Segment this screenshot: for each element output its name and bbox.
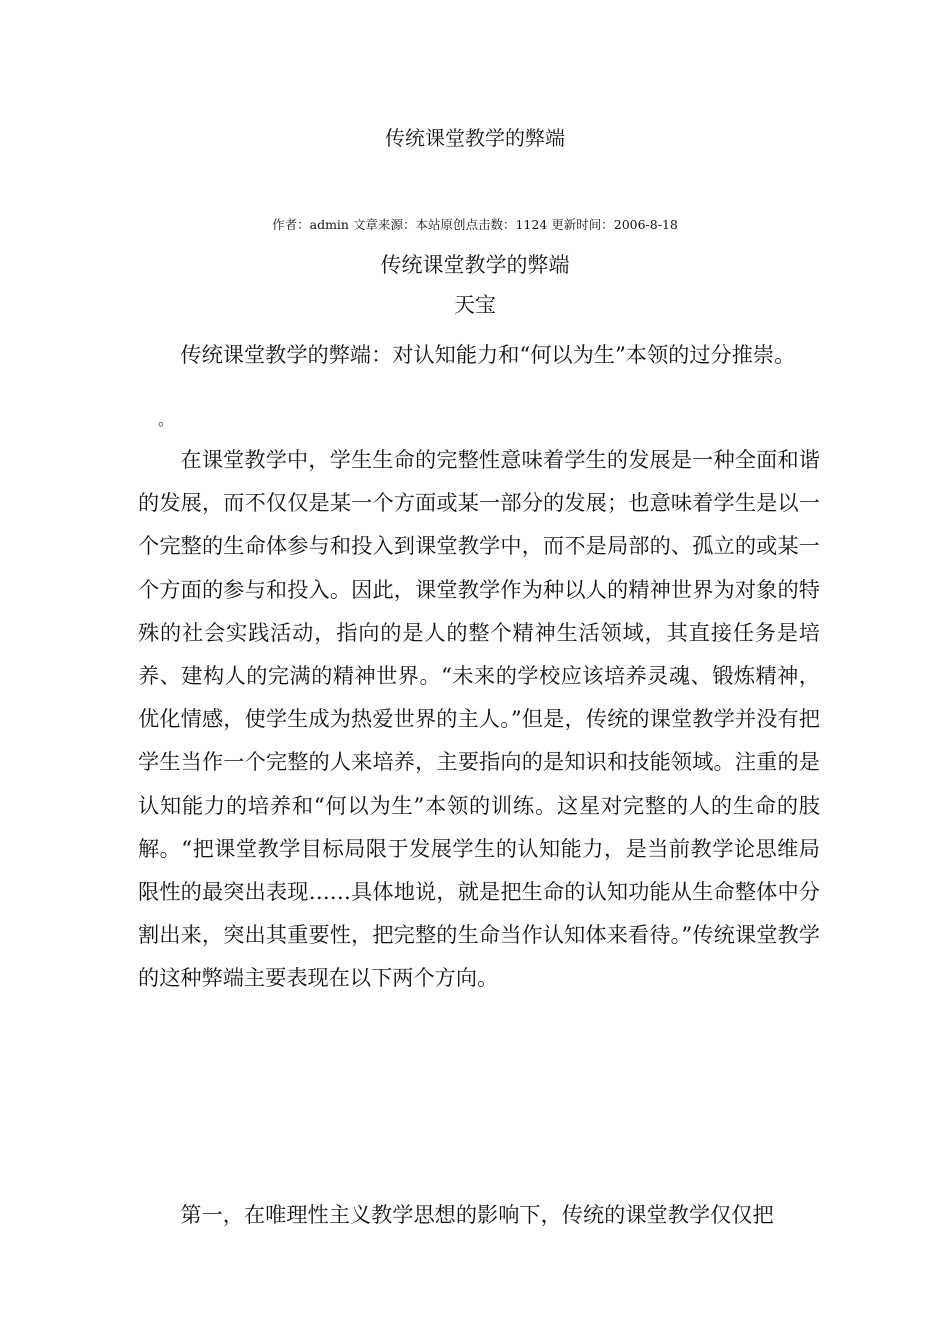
article-author: 天宝 — [454, 293, 496, 317]
paragraph-main: 在课堂教学中，学生生命的完整性意味着学生的发展是一种全面和谐的发展，而不仅仅是某一个方面或某一部分的发展；也意味着学生是以一个完整的生命体参与和投入到课堂教学中，而不是局部的、孤立的或某一个方面的参与和投入。因此，课堂教学作为种以人的精神世界为对象的特殊的社会实践活动，指向的是人的整个精神生活领域，其直接任务是培养、建构人的完满的精神世界。“未来的学校应该培养灵魂、锻炼精神，优化情感，使学生成为热爱世界的主人。”但是，传统的课堂教学并没有把学生当作一个完整的人来培养，主要指向的是知识和技能领域。注重的是认知能力的培养和“何以为生”本领的训练。这星对完整的人的生命的肢解。“把课堂教学目标局限于发展学生的认知能力，是当前教学论思维局限性的最突出表现……具体地说，就是把生命的认知功能从生命整体中分割出来，突出其重要性，把完整的生命当作认知体来看待。”传统课堂教学的这种弊端主要表现在以下两个方向。 — [138, 447, 820, 991]
stray-punctuation-mark: 。 — [158, 410, 175, 429]
article-subtitle: 传统课堂教学的弊端 — [380, 253, 570, 277]
article-meta-line: 作者：admin 文章来源：本站原创点击数：1124 更新时间：2006-8-18 — [272, 217, 678, 232]
paragraph-intro: 传统课堂教学的弊端：对认知能力和“何以为生”本领的过分推崇。 — [180, 342, 796, 367]
paragraph-first-point: 第一，在唯理性主义教学思想的影响下，传统的课堂教学仅仅把 — [180, 1202, 774, 1227]
document-title: 传统课堂教学的弊端 — [385, 126, 565, 150]
